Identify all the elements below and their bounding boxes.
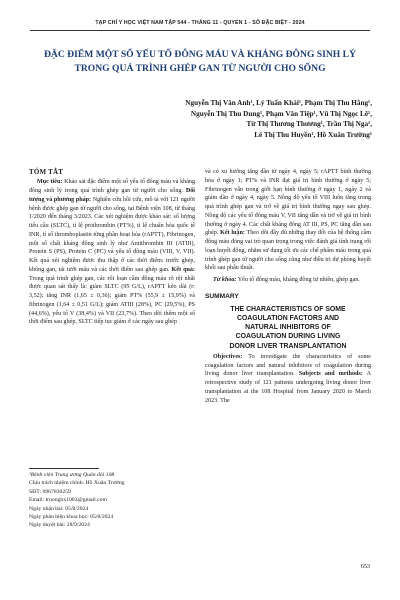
authors-line-3: Từ Thị Thương Thương¹, Trần Thị Nga¹, <box>246 120 372 128</box>
results-continued-text: và có xu hướng tăng dần từ ngày 4, ngày 5; rAPTT bình thường hóa ở ngày 1; PT% và INR đạt giá trị bình thường ở ngày 5; Fibrinogen vẫn trong giới hạn bình thường ở ngày 1, ngày 2 và giảm dần ở ngày 4, ngày 5. Nồng độ yếu tố VIII luôn tăng trong quá trình ghép gan và trở về giá trị bình thường ngay sau ghép. Nồng độ các yếu tố đông máu V, VII tăng dần và trở về giá trị bình thường ở ngày 4. Các chất kháng đông AT III, PS, PC tăng dần sau ghép. <box>205 169 371 237</box>
footnote-corresponding: Chịu trách nhiệm chính: Hồ Xuân Trường <box>29 480 125 487</box>
subjects-methods-text: A retrospective study of 121 patients undergoing living donor liver transplantation at the 108 Hospital from January 2020 to March 2023. The <box>205 371 371 404</box>
footnote-affiliation: ¹Bệnh viện Trung ương Quân đội 108 <box>29 472 115 478</box>
english-title-line-1: THE CHARACTERISTICS OF SOME <box>230 305 346 313</box>
methods-text: Nghiên cứu hồi cứu, mô tả với 121 người bệnh được ghép gan từ người cho sống, tại Bệnh viện 108, từ tháng 1/2020 đến tháng 3/2023. Các xét nghiệm được khảo sát: số lượng tiểu cầu (SLTC), tỉ lệ prothrombin (PT%), tỉ lệ chuẩn hóa quốc tế INR, tỉ số thromboplastin từng phần hoạt hóa (rAPTT), Fibrinogen, một số chất kháng đông sinh lý như Antithrombin III (ATIII), Protein S (PS), Protein C (PC) và yếu tố đông máu (VIII, V, VII). Kết quả xét nghiệm được thu thập ở các thời điểm: trước ghép, không gan, tái tưới máu và các thời điểm sau ghép gan. <box>29 196 196 273</box>
page-number: 653 <box>360 563 370 570</box>
author-list <box>150 98 372 140</box>
footnote-reviewed: Ngày phản biện khoa học: 05/8/2024 <box>29 514 114 521</box>
summary-paragraph <box>205 353 371 406</box>
methods-lead: Đối tượng và phương pháp: <box>29 188 195 203</box>
left-column <box>29 168 195 327</box>
footnote-rule <box>29 468 99 469</box>
journal-header: TẠP CHÍ Y HỌC VIỆT NAM TẬP 544 - THÁNG 11 - QUYỂN 1 - SỐ ĐẶC BIỆT - 2024 <box>95 20 305 26</box>
keywords-text: Yếu tố đông máu, kháng đông tự nhiên, ghép gan. <box>236 277 360 283</box>
abstract-continued <box>205 168 371 273</box>
english-title-line-3: NATURAL INHIBITORS OF <box>245 324 331 332</box>
english-title-line-2: COAGULATION FACTORS AND <box>236 314 340 322</box>
footnote-phone: SĐT: 0967830259 <box>29 488 71 495</box>
footnote-email: Email: truonghx1003@gmail.com <box>29 497 107 504</box>
subjects-methods-lead: Subjects and methods: <box>298 371 363 378</box>
results-text: Trong quá trình ghép gan, các rối loạn cầm đông máu rõ rệt nhất được quan sát thấy là: giảm SLTC (95 G/L), rAPTT kéo dài (r: 3,52); tăng INR (1,65 ± 0,36); giảm PT% (55,9 ± 15,9%) và fibrinogen (1,64 ± 0,51 G/L); giảm ATIII (28%), PC (29,5%), PS (44,6%), yếu tố V (38,4%) và VII (23,7%). Theo dõi thêm một số thời điểm sau ghép, SLTC tiếp tục giảm ở các ngày sau ghép <box>29 275 195 326</box>
article-title <box>40 48 360 75</box>
results-lead: Kết quả: <box>171 266 196 273</box>
conclusion-lead: Kết luận: <box>220 230 245 237</box>
objectives-text: To investigate the characteristics of some coagulation factors and natural inhibitors of coagulation during living donor liver transplantation. <box>205 353 371 378</box>
summary-heading: SUMMARY <box>205 292 239 300</box>
authors-line-2: Nguyễn Thị Thu Dung¹, Phạm Văn Tiệp¹, Vũ Thị Ngọc Lê¹, <box>190 109 372 118</box>
abstract-paragraph <box>29 178 195 327</box>
title-line-2: TRONG QUÁ TRÌNH GHÉP GAN TỪ NGƯỜI CHO SỐNG <box>74 62 326 74</box>
authors-line-1: Nguyễn Thị Vân Anh¹, Lý Tuấn Khải¹, Phạm Thị Thu Hằng¹, <box>185 99 372 107</box>
objective-text: Khảo sát đặc điểm một số yếu tố đông máu và kháng đông sinh lý trong quá trình ghép gan từ người cho sống. <box>29 179 196 194</box>
conclusion-text: Theo dõi đầy đủ những thay đổi của hệ thống cầm đông máu đóng vai trò quan trọng trong việc đánh giá tình trạng rối loạn huyết động, nhằm sử dụng tối ưu các chế phẩm máu trong quá trình ghép gan từ người cho sống cũng như điều trị dự phòng huyết khối sau phẫu thuật. <box>205 230 372 272</box>
objectives-lead: Objectives: <box>213 353 243 360</box>
right-column <box>205 168 371 405</box>
authors-line-4: Lê Thị Thu Huyền¹, Hồ Xuân Trường¹ <box>254 130 372 139</box>
footnote <box>29 471 195 530</box>
english-title-line-4: COAGULATION DURING LIVING <box>235 333 341 341</box>
abstract-heading: TÓM TẮT <box>29 168 64 176</box>
english-title-line-5: DONOR LIVER TRANSPLANTATION <box>229 342 347 350</box>
header-rule <box>30 30 370 31</box>
title-line-1: ĐẶC ĐIỂM MỘT SỐ YẾU TỐ ĐÔNG MÁU VÀ KHÁNG ĐÔNG SINH LÝ <box>44 49 356 60</box>
footnote-accepted: Ngày duyệt bài: 28/9/2024 <box>29 522 90 529</box>
footnote-received: Ngày nhận bài: 05/8/2024 <box>29 505 89 512</box>
keywords-label: Từ khóa: <box>213 277 237 283</box>
objective-lead: Mục tiêu: <box>37 179 63 186</box>
english-title <box>205 305 371 351</box>
keywords <box>205 276 371 285</box>
